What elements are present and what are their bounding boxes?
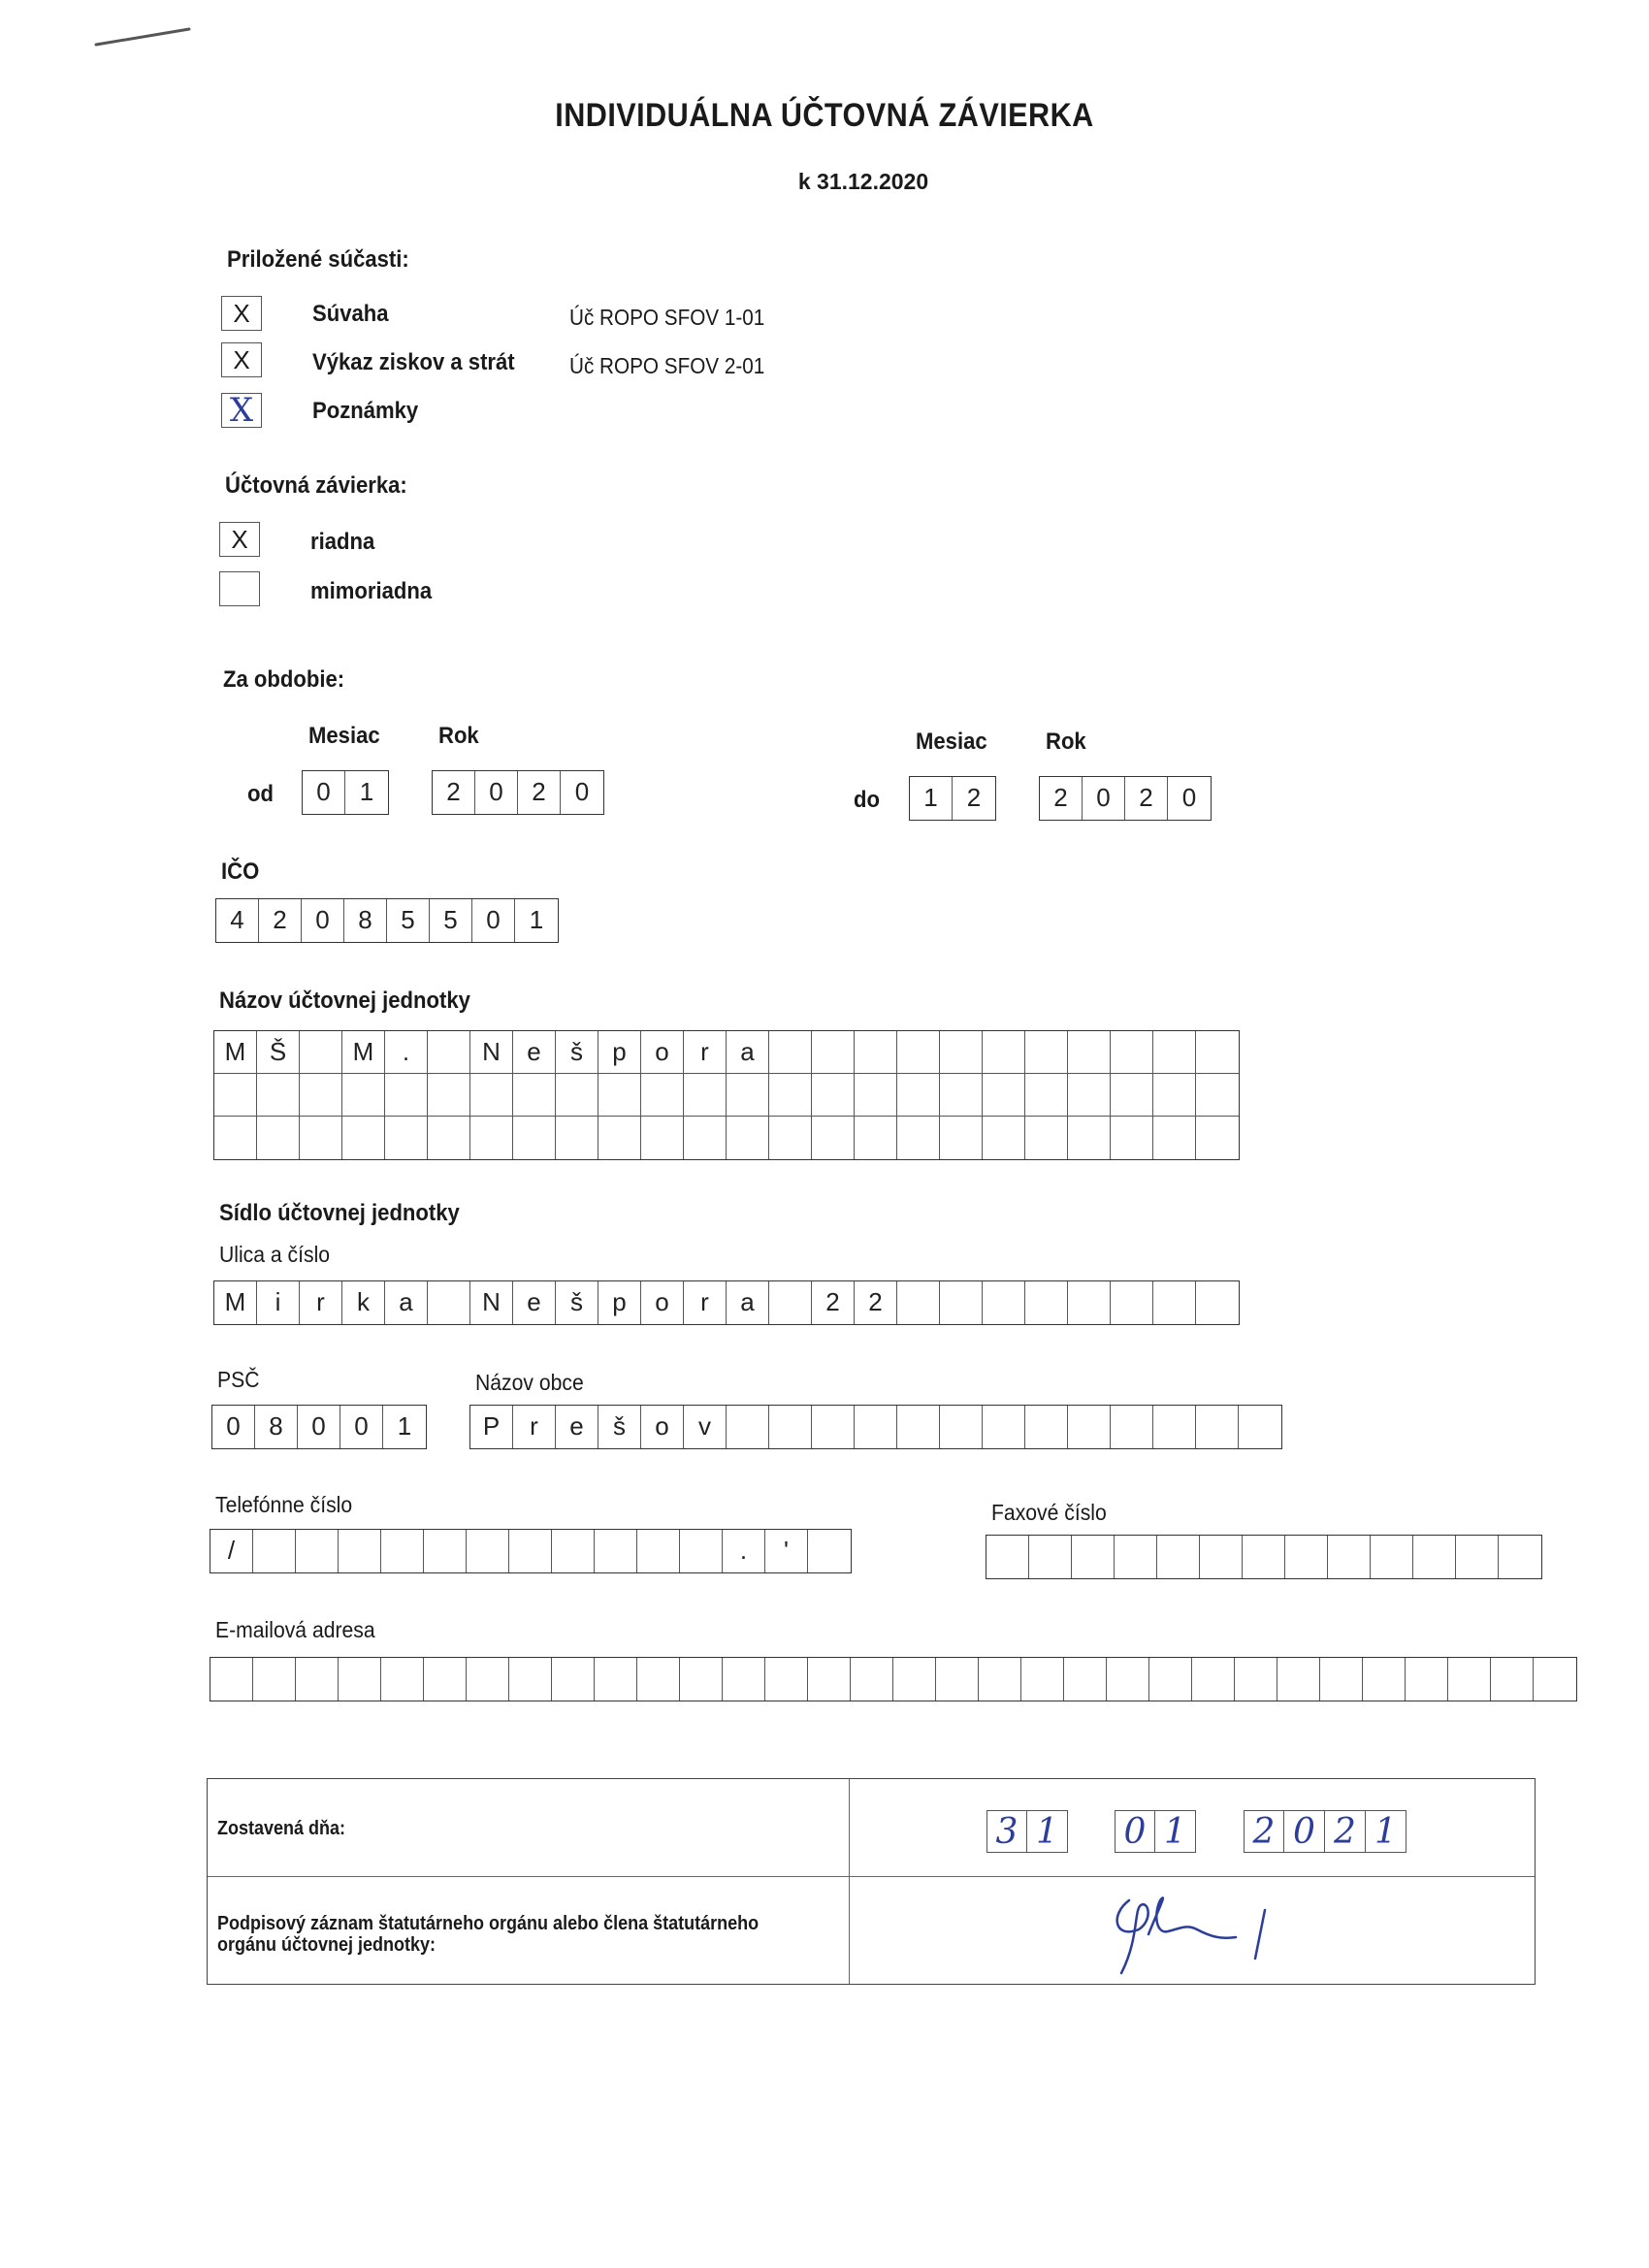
compiled-date-label: Zostavená dňa: xyxy=(217,1818,346,1839)
char-cell xyxy=(641,1074,684,1117)
to-year-label: Rok xyxy=(1046,729,1086,755)
char-cell xyxy=(1277,1658,1320,1701)
char-cell xyxy=(727,1117,769,1159)
char-cell xyxy=(300,1074,342,1117)
digit-cell: 0 xyxy=(574,777,590,806)
char-cell xyxy=(769,1281,812,1324)
char-cell xyxy=(727,1406,769,1448)
char-cell xyxy=(598,1117,641,1159)
char-cell: v xyxy=(684,1406,727,1448)
char-cell xyxy=(467,1530,509,1572)
char-cell xyxy=(470,1117,513,1159)
char-cell xyxy=(812,1074,855,1117)
char-cell xyxy=(680,1530,723,1572)
char-cell xyxy=(1235,1658,1277,1701)
char-cell xyxy=(1068,1406,1111,1448)
char-cell xyxy=(1025,1406,1068,1448)
char-cell xyxy=(513,1117,556,1159)
char-cell xyxy=(1196,1117,1239,1159)
char-cell xyxy=(812,1406,855,1448)
char-cell xyxy=(1115,1536,1157,1578)
char-cell xyxy=(1196,1031,1239,1074)
char-cell xyxy=(556,1074,598,1117)
city-label: Názov obce xyxy=(475,1370,584,1395)
ico-label: IČO xyxy=(221,859,260,885)
phone-field[interactable] xyxy=(210,1529,852,1573)
char-cell xyxy=(385,1074,428,1117)
char-cell xyxy=(808,1658,851,1701)
char-cell xyxy=(684,1117,727,1159)
email-field[interactable] xyxy=(210,1657,1577,1701)
char-cell: 2 xyxy=(259,899,302,942)
char-cell xyxy=(467,1658,509,1701)
street-label: Ulica a číslo xyxy=(219,1242,331,1267)
income-statement-code: Úč ROPO SFOV 2-01 xyxy=(569,353,765,378)
street-field[interactable] xyxy=(213,1280,1240,1325)
char-cell: 4 xyxy=(216,899,259,942)
from-year-field[interactable] xyxy=(432,770,604,815)
char-cell: e xyxy=(556,1406,598,1448)
char-cell xyxy=(1111,1031,1153,1074)
char-cell xyxy=(727,1074,769,1117)
from-label: od xyxy=(247,781,274,807)
char-cell xyxy=(1072,1536,1115,1578)
char-cell: a xyxy=(727,1281,769,1324)
notes-label: Poznámky xyxy=(312,398,419,424)
digit-cell: 0 xyxy=(1284,1810,1325,1853)
char-cell: 0 xyxy=(298,1406,340,1448)
checkbox-income-statement[interactable]: X xyxy=(221,342,262,377)
char-cell xyxy=(812,1117,855,1159)
char-cell xyxy=(1025,1074,1068,1117)
char-cell xyxy=(1068,1117,1111,1159)
char-cell xyxy=(428,1117,470,1159)
digit-cell: 1 xyxy=(1027,1810,1068,1853)
phone-label: Telefónne číslo xyxy=(215,1492,353,1517)
char-cell: 0 xyxy=(212,1406,255,1448)
char-cell: o xyxy=(641,1281,684,1324)
char-cell: 5 xyxy=(387,899,430,942)
components-label: Priložené súčasti: xyxy=(227,246,409,273)
digit-cell: 2 xyxy=(1244,1810,1284,1853)
char-cell xyxy=(1200,1536,1243,1578)
char-cell xyxy=(1285,1536,1328,1578)
char-cell xyxy=(342,1117,385,1159)
char-cell: . xyxy=(385,1031,428,1074)
char-cell xyxy=(1499,1536,1541,1578)
digit-cell: 2 xyxy=(1040,777,1083,820)
char-cell: š xyxy=(598,1406,641,1448)
char-cell xyxy=(897,1117,940,1159)
char-cell xyxy=(513,1074,556,1117)
char-cell xyxy=(1021,1658,1064,1701)
char-cell: r xyxy=(684,1281,727,1324)
char-cell xyxy=(381,1530,424,1572)
regular-label: riadna xyxy=(310,529,375,555)
char-cell xyxy=(1196,1074,1239,1117)
digit-cell: 2 xyxy=(433,771,475,814)
char-cell xyxy=(257,1074,300,1117)
char-cell xyxy=(428,1074,470,1117)
char-cell: a xyxy=(385,1281,428,1324)
ico-field[interactable] xyxy=(215,898,559,943)
char-cell xyxy=(983,1074,1025,1117)
char-cell xyxy=(552,1530,595,1572)
char-cell: M xyxy=(342,1031,385,1074)
char-cell xyxy=(723,1658,765,1701)
char-cell: / xyxy=(210,1530,253,1572)
checkbox-balance-sheet[interactable]: X xyxy=(221,296,262,331)
char-cell: 8 xyxy=(344,899,387,942)
char-cell xyxy=(509,1658,552,1701)
from-year-label: Rok xyxy=(438,723,479,749)
address-label: Sídlo účtovnej jednotky xyxy=(219,1200,460,1226)
char-cell xyxy=(381,1658,424,1701)
entity-name-label: Názov účtovnej jednotky xyxy=(219,988,470,1014)
email-label: E-mailová adresa xyxy=(215,1617,375,1642)
char-cell xyxy=(1025,1281,1068,1324)
char-cell xyxy=(1243,1536,1285,1578)
from-month-label: Mesiac xyxy=(308,723,380,749)
char-cell xyxy=(1153,1117,1196,1159)
char-cell xyxy=(983,1281,1025,1324)
char-cell: r xyxy=(513,1406,556,1448)
char-cell xyxy=(940,1281,983,1324)
char-cell xyxy=(684,1074,727,1117)
char-cell xyxy=(342,1074,385,1117)
char-cell xyxy=(1068,1031,1111,1074)
char-cell: r xyxy=(684,1031,727,1074)
char-cell xyxy=(680,1658,723,1701)
char-cell xyxy=(808,1530,851,1572)
char-cell xyxy=(1107,1658,1149,1701)
char-cell xyxy=(1111,1117,1153,1159)
char-cell xyxy=(1111,1406,1153,1448)
char-cell xyxy=(986,1536,1029,1578)
char-cell: o xyxy=(641,1031,684,1074)
char-cell xyxy=(339,1658,381,1701)
char-cell xyxy=(1153,1406,1196,1448)
char-cell xyxy=(1068,1074,1111,1117)
char-cell xyxy=(637,1658,680,1701)
char-cell: 1 xyxy=(397,1411,412,1441)
checkbox-extraordinary[interactable] xyxy=(219,571,260,606)
char-cell: o xyxy=(641,1406,684,1448)
char-cell: 0 xyxy=(340,1406,383,1448)
char-cell: p xyxy=(598,1031,641,1074)
char-cell xyxy=(1111,1074,1153,1117)
char-cell: ' xyxy=(765,1530,808,1572)
city-field[interactable] xyxy=(469,1405,1282,1449)
char-cell xyxy=(1491,1658,1534,1701)
char-cell xyxy=(1192,1658,1235,1701)
digit-cell: 0 xyxy=(1083,777,1125,820)
char-cell: r xyxy=(300,1281,342,1324)
digit-cell: 0 xyxy=(303,771,345,814)
fax-label: Faxové číslo xyxy=(991,1500,1107,1525)
char-cell xyxy=(983,1117,1025,1159)
char-cell: 1 xyxy=(529,905,544,934)
char-cell xyxy=(300,1117,342,1159)
char-cell xyxy=(428,1031,470,1074)
signature-table xyxy=(207,1778,1536,1985)
char-cell xyxy=(979,1658,1021,1701)
digit-cell: 2 xyxy=(1325,1810,1366,1853)
char-cell xyxy=(424,1658,467,1701)
char-cell xyxy=(940,1074,983,1117)
char-cell xyxy=(595,1658,637,1701)
char-cell xyxy=(1534,1658,1576,1701)
char-cell: e xyxy=(513,1031,556,1074)
char-cell xyxy=(851,1658,893,1701)
digit-cell: 1 xyxy=(910,777,953,820)
char-cell xyxy=(897,1074,940,1117)
pen-mark xyxy=(92,23,199,52)
to-year-field[interactable] xyxy=(1039,776,1212,821)
psc-label: PSČ xyxy=(217,1367,260,1392)
char-cell: M xyxy=(214,1281,257,1324)
char-cell xyxy=(893,1658,936,1701)
char-cell: š xyxy=(556,1281,598,1324)
char-cell xyxy=(1029,1536,1072,1578)
char-cell xyxy=(1328,1536,1371,1578)
to-label: do xyxy=(854,787,880,813)
period-label: Za obdobie: xyxy=(223,666,345,693)
char-cell: 2 xyxy=(812,1281,855,1324)
char-cell xyxy=(1320,1658,1363,1701)
char-cell xyxy=(253,1658,296,1701)
char-cell xyxy=(296,1530,339,1572)
char-cell xyxy=(470,1074,513,1117)
char-cell xyxy=(257,1117,300,1159)
fax-field[interactable] xyxy=(986,1535,1542,1579)
char-cell xyxy=(936,1658,979,1701)
char-cell xyxy=(897,1031,940,1074)
char-cell: 8 xyxy=(255,1406,298,1448)
char-cell xyxy=(765,1658,808,1701)
digit-cell: 1 xyxy=(359,777,374,806)
char-cell xyxy=(1406,1658,1448,1701)
char-cell xyxy=(253,1530,296,1572)
digit-cell: 0 xyxy=(475,771,518,814)
digit-cell: 2 xyxy=(1125,777,1168,820)
char-cell xyxy=(637,1530,680,1572)
char-cell: M xyxy=(214,1031,257,1074)
char-cell: 0 xyxy=(472,899,515,942)
char-cell xyxy=(1239,1406,1281,1448)
compiled-day-field[interactable] xyxy=(986,1810,1068,1853)
document-title: INDIVIDUÁLNA ÚČTOVNÁ ZÁVIERKA xyxy=(555,97,1094,134)
char-cell xyxy=(296,1658,339,1701)
char-cell xyxy=(1025,1117,1068,1159)
checkbox-regular[interactable]: X xyxy=(219,522,260,557)
char-cell xyxy=(769,1031,812,1074)
char-cell: a xyxy=(727,1031,769,1074)
char-cell xyxy=(769,1074,812,1117)
extraordinary-label: mimoriadna xyxy=(310,578,433,604)
char-cell: š xyxy=(556,1031,598,1074)
char-cell xyxy=(940,1406,983,1448)
from-month-field[interactable] xyxy=(302,770,389,815)
char-cell xyxy=(1456,1536,1499,1578)
char-cell xyxy=(1025,1031,1068,1074)
compiled-month-field[interactable] xyxy=(1115,1810,1196,1853)
char-cell xyxy=(1153,1281,1196,1324)
char-cell xyxy=(1363,1658,1406,1701)
char-cell: k xyxy=(342,1281,385,1324)
char-cell xyxy=(641,1117,684,1159)
char-cell: N xyxy=(470,1031,513,1074)
char-cell xyxy=(812,1031,855,1074)
to-month-label: Mesiac xyxy=(916,729,987,755)
digit-cell: 0 xyxy=(1115,1810,1155,1853)
balance-sheet-code: Úč ROPO SFOV 1-01 xyxy=(569,305,765,330)
digit-cell: 3 xyxy=(986,1810,1027,1853)
char-cell xyxy=(214,1117,257,1159)
char-cell: Š xyxy=(257,1031,300,1074)
char-cell xyxy=(769,1117,812,1159)
digit-cell: 2 xyxy=(518,771,561,814)
char-cell xyxy=(855,1406,897,1448)
char-cell: . xyxy=(723,1530,765,1572)
char-cell xyxy=(339,1530,381,1572)
digit-cell: 1 xyxy=(1366,1810,1406,1853)
char-cell xyxy=(1371,1536,1413,1578)
checkbox-notes[interactable]: X xyxy=(221,393,262,428)
char-cell: e xyxy=(513,1281,556,1324)
char-cell: p xyxy=(598,1281,641,1324)
char-cell xyxy=(509,1530,552,1572)
char-cell xyxy=(300,1031,342,1074)
char-cell xyxy=(897,1406,940,1448)
char-cell xyxy=(1448,1658,1491,1701)
char-cell xyxy=(1149,1658,1192,1701)
char-cell: 5 xyxy=(430,899,472,942)
char-cell xyxy=(855,1074,897,1117)
char-cell xyxy=(1064,1658,1107,1701)
to-month-field[interactable] xyxy=(909,776,996,821)
char-cell xyxy=(940,1031,983,1074)
entity-name-field[interactable] xyxy=(213,1030,1240,1160)
digit-cell: 2 xyxy=(966,783,982,812)
char-cell xyxy=(983,1406,1025,1448)
balance-sheet-label: Súvaha xyxy=(312,301,389,327)
char-cell xyxy=(552,1658,595,1701)
char-cell xyxy=(214,1074,257,1117)
char-cell xyxy=(1111,1281,1153,1324)
char-cell xyxy=(1153,1074,1196,1117)
char-cell xyxy=(1068,1281,1111,1324)
digit-cell: 1 xyxy=(1155,1810,1196,1853)
document-date: k 31.12.2020 xyxy=(797,169,929,194)
digit-cell: 0 xyxy=(1181,783,1197,812)
char-cell xyxy=(897,1281,940,1324)
statement-type-label: Účtovná závierka: xyxy=(225,472,407,499)
char-cell: i xyxy=(257,1281,300,1324)
char-cell: 2 xyxy=(855,1281,897,1324)
char-cell xyxy=(1413,1536,1456,1578)
income-statement-label: Výkaz ziskov a strát xyxy=(312,349,515,375)
char-cell: N xyxy=(470,1281,513,1324)
psc-field[interactable] xyxy=(211,1405,427,1449)
char-cell xyxy=(556,1117,598,1159)
char-cell xyxy=(428,1281,470,1324)
compiled-year-field[interactable] xyxy=(1244,1810,1406,1853)
char-cell xyxy=(385,1117,428,1159)
char-cell xyxy=(855,1031,897,1074)
char-cell xyxy=(424,1530,467,1572)
char-cell xyxy=(598,1074,641,1117)
char-cell: P xyxy=(470,1406,513,1448)
char-cell xyxy=(1196,1281,1239,1324)
char-cell xyxy=(595,1530,637,1572)
char-cell xyxy=(983,1031,1025,1074)
char-cell: 0 xyxy=(302,899,344,942)
char-cell xyxy=(940,1117,983,1159)
char-cell xyxy=(1196,1406,1239,1448)
char-cell xyxy=(1157,1536,1200,1578)
char-cell xyxy=(855,1117,897,1159)
handwritten-signature xyxy=(1100,1881,1333,1978)
char-cell xyxy=(769,1406,812,1448)
signature-label: Podpisový záznam štatutárneho orgánu alebo člena štatutárneho orgánu účtovnej jednotky: xyxy=(217,1913,760,1956)
char-cell xyxy=(1153,1031,1196,1074)
char-cell xyxy=(210,1658,253,1701)
